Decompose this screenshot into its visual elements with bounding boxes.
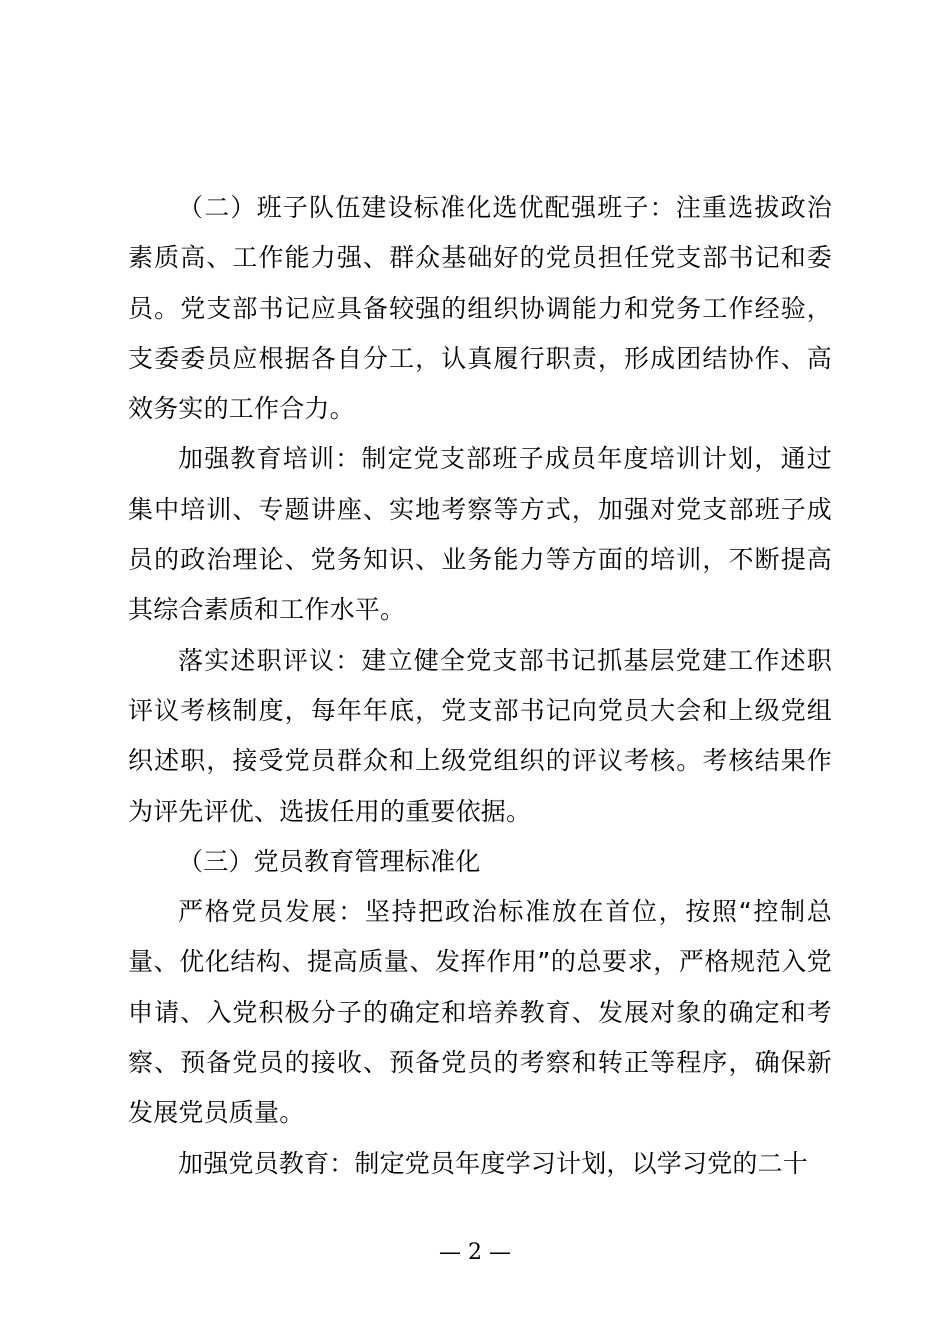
paragraph-review: 落实述职评议：建立健全党支部书记抓基层党建工作述职评议考核制度，每年年底，党支部书记向党员大会和上级党组织述职，接受党员群众和上级党组织的评议考核。考核结果作为评先评优、选拔任用的重要依据。 (128, 645, 832, 826)
paragraph-member-development: 严格党员发展：坚持把政治标准放在首位，按照“控制总量、优化结构、提高质量、发挥作用”的总要求，严格规范入党申请、入党积极分子的确定和培养教育、发展对象的确定和考察、预备党员的接收、预备党员的考察和转正等程序，确保新发展党员质量。 (128, 897, 832, 1128)
paragraph-member-education: 加强党员教育：制定党员年度学习计划，以学习党的二十 (178, 1148, 809, 1178)
page-number: — 2 — (439, 1240, 511, 1265)
section-heading-member-education: （三）党员教育管理标准化 (178, 846, 481, 876)
paragraph-team-building: （二）班子队伍建设标准化选优配强班子：注重选拔政治素质高、工作能力强、群众基础好的党员担任党支部书记和委员。党支部书记应具备较强的组织协调能力和党务工作经验，支委委员应根据各自分工，认真履行职责，形成团结协作、高效务实的工作合力。 (128, 193, 832, 424)
paragraph-training: 加强教育培训：制定党支部班子成员年度培训计划，通过集中培训、专题讲座、实地考察等方式，加强对党支部班子成员的政治理论、党务知识、业务能力等方面的培训，不断提高其综合素质和工作水平。 (128, 444, 832, 625)
document-body (128, 183, 832, 1189)
